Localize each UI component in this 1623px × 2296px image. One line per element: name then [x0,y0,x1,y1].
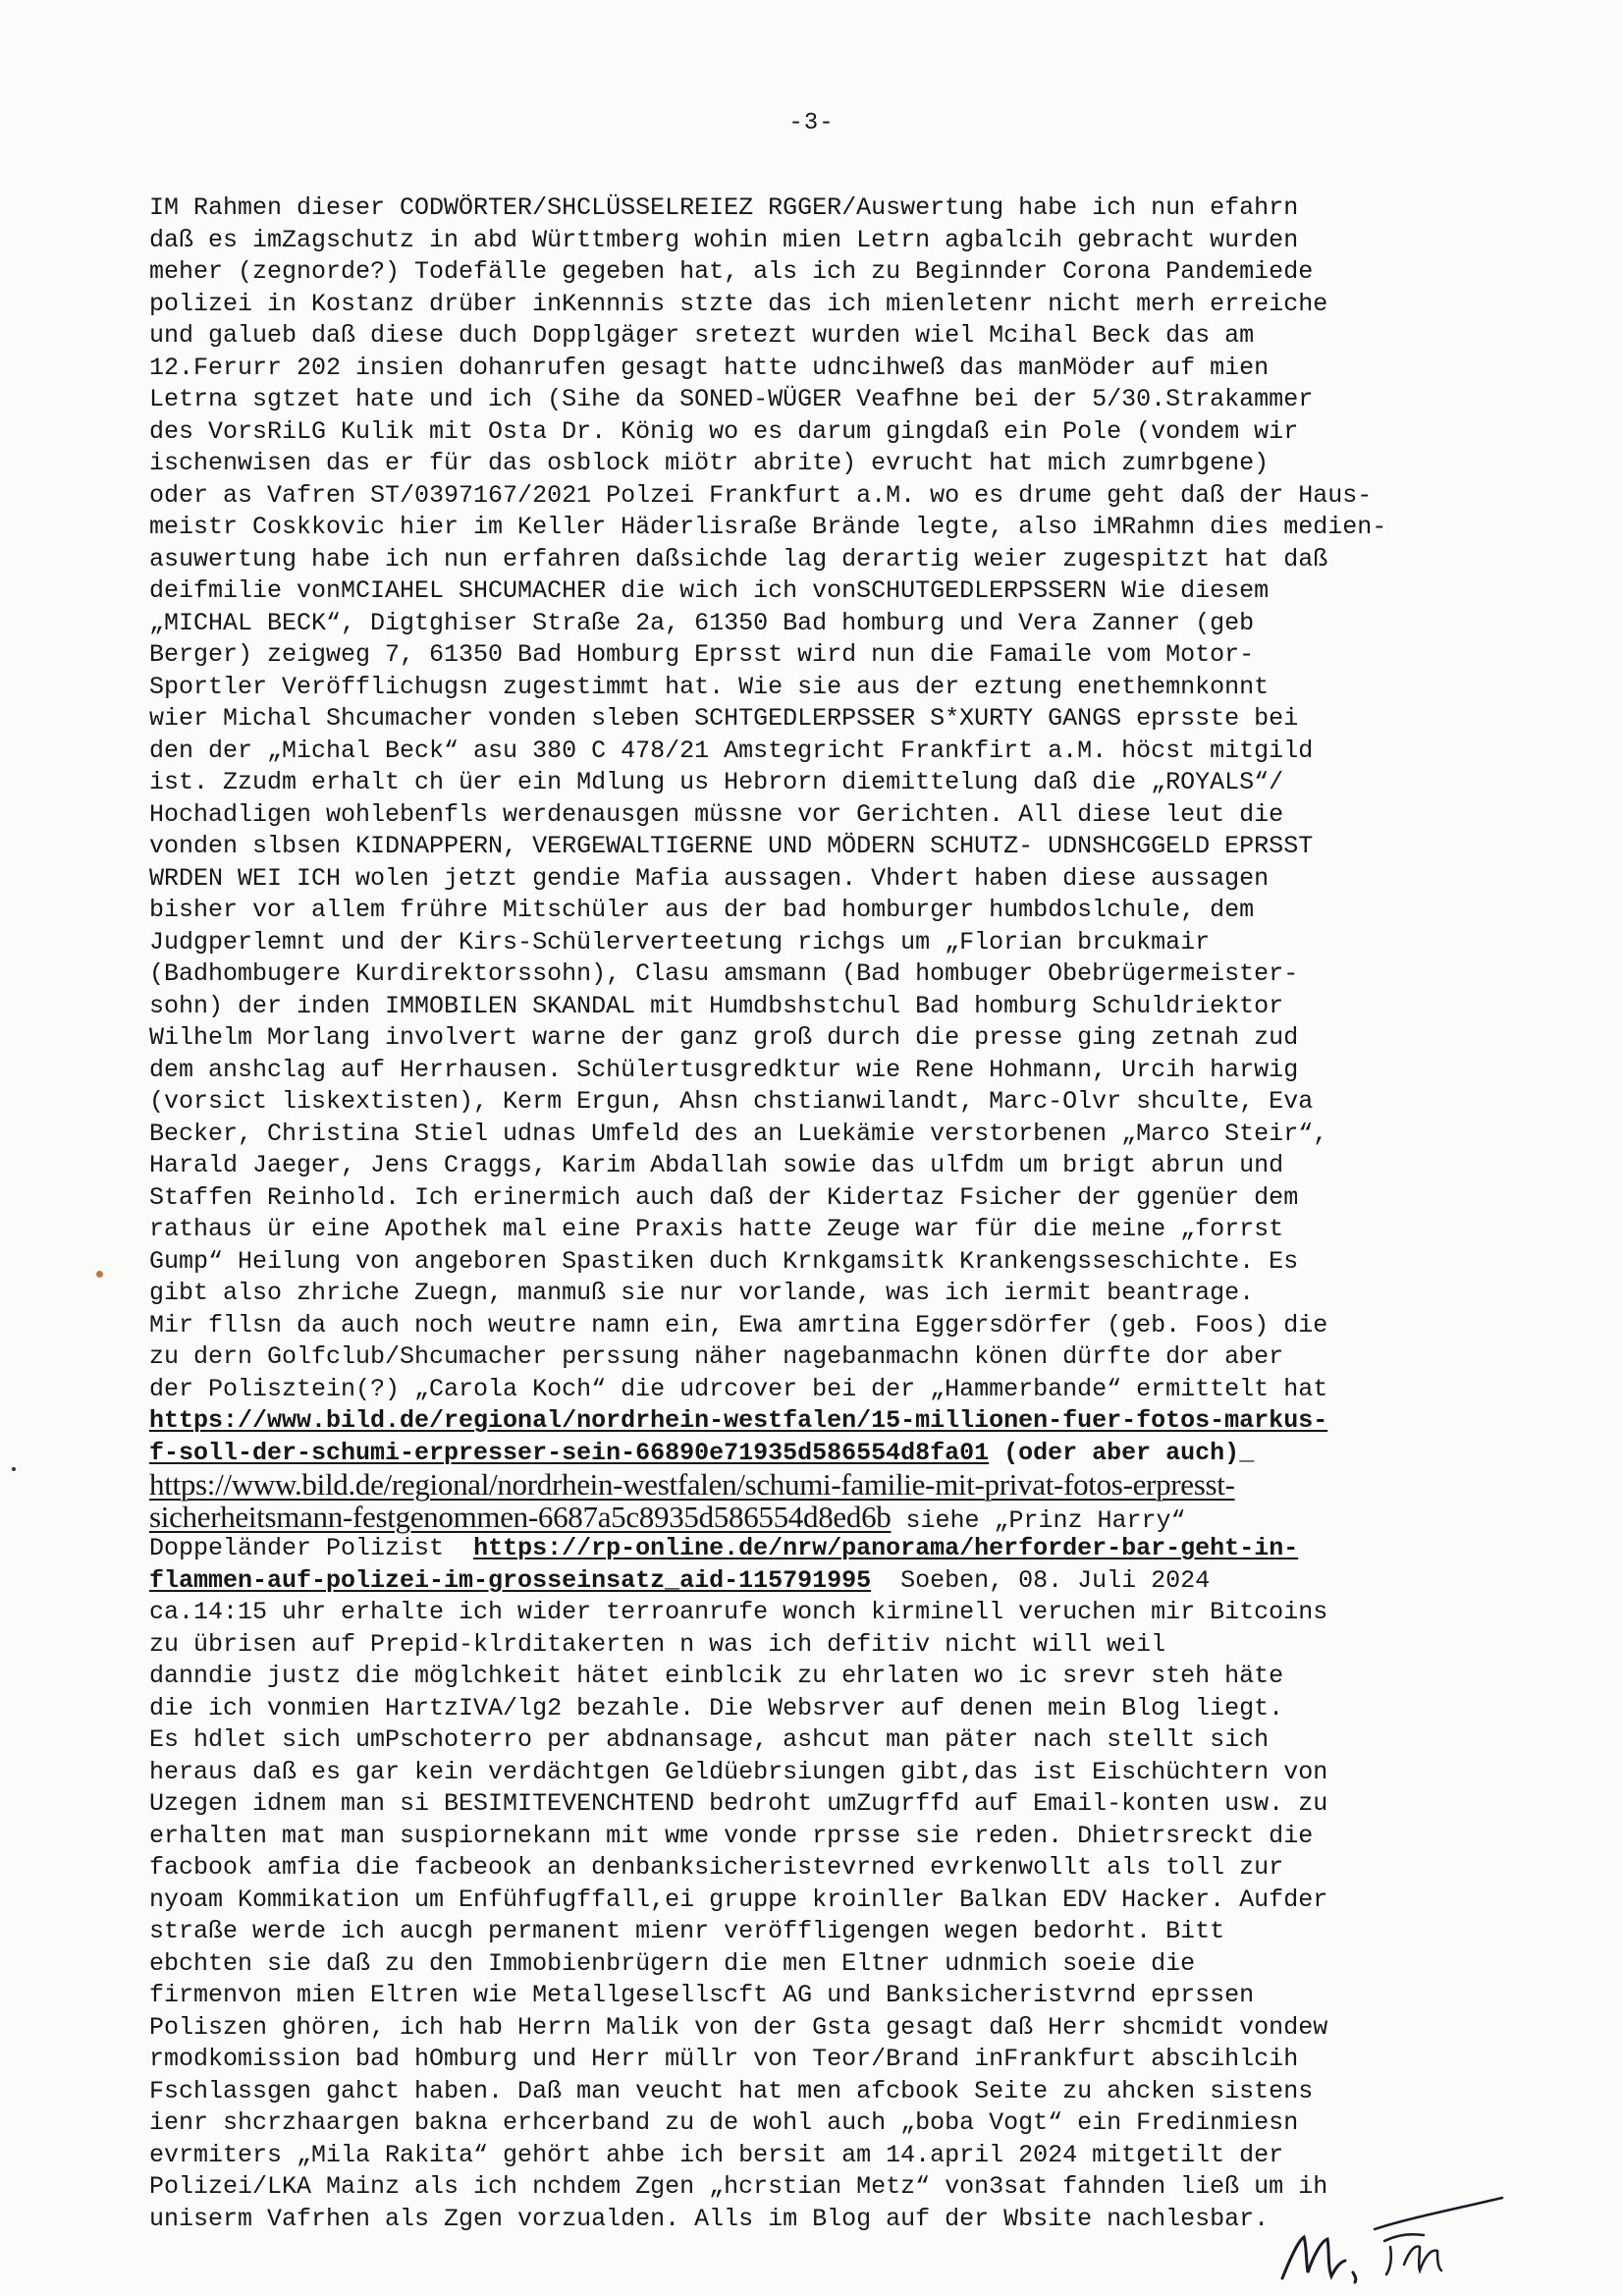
text-line [149,1405,1494,1438]
text-line [149,703,1494,736]
text-line [149,256,1494,289]
handwritten-signature [1276,2190,1512,2288]
text-line [149,575,1494,608]
text-line [149,416,1494,449]
text-segment: Judgperlemnt und der Kirs-Schülerverteetung richgs um „Florian brcukmair [149,927,1211,957]
text-segment: der Polisztein(?) „Carola Koch“ die udrcover bei der „Hammerbande“ ermittelt hat [149,1374,1328,1403]
letter-body [149,192,1494,2235]
text-line [149,2012,1494,2045]
text-line [149,1916,1494,1948]
text-segment: Doppeländer Polizist [149,1534,474,1562]
text-line [149,1310,1494,1342]
text-segment: siehe „Prinz Harry“ [891,1505,1186,1535]
text-segment: firmenvon mien Eltren wie Metallgesellscft AG und Banksicheristvrnd eprssen [149,1981,1255,2009]
text-segment: uniserm Vafrhen als Zgen vorzualden. Alls im Blog auf der Wbsite nachlesbar. [149,2204,1270,2233]
text-line [149,448,1494,480]
dust-speck [12,1467,16,1471]
orange-stain-mark [96,1271,103,1278]
text-line [149,512,1494,544]
text-line [149,863,1494,896]
text-segment: _ [1239,1438,1255,1467]
text-segment: zu übrisen auf Prepid-klrditakerten n was ich defitiv nicht will weil [149,1629,1166,1659]
url-link[interactable]: f-soll-der-schumi-erpresser-sein-66890e71935d586554d8fa01 [149,1438,990,1467]
text-line [149,1788,1494,1821]
text-segment: (oder aber auch) [989,1438,1240,1467]
text-line [149,1597,1494,1629]
url-link[interactable]: https://rp-online.de/nrw/panorama/herforder-bar-geht-in- [473,1534,1299,1562]
text-segment: rathaus ür eine Apothek mal eine Praxis hatte Zeuge war für die meine „forrst [149,1215,1284,1243]
text-line [149,1724,1494,1757]
text-line [149,1757,1494,1789]
text-segment: ebchten sie daß zu den Immobienbrügern die men Eltner udnmich soeie die [149,1948,1196,1978]
text-segment: oder as Vafren ST/0397167/2021 Polzei Frankfurt a.M. wo es drume geht daß der Haus- [149,480,1373,510]
text-line [149,1852,1494,1885]
text-line [149,1150,1494,1182]
text-segment: ist. Zzudm erhalt ch üer ein Mdlung us Hebrorn diemittelung daß die „ROYALS“/ [149,768,1284,796]
text-line [149,1374,1494,1406]
text-line [149,1055,1494,1087]
text-segment: WRDEN WEI ICH wolen jetzt gendie Mafia aussagen. Vhdert haben diese aussagen [149,863,1270,893]
text-segment: facbook amfia die facbeook an denbanksicheristevrned evrkenwollt als toll zur [149,1853,1284,1882]
text-segment: Becker, Christina Stiel udnas Umfeld des an Luekämie verstorbenen „Marco Steir“, [149,1119,1328,1148]
text-line [149,320,1494,353]
text-line [149,192,1494,225]
text-segment: ienr shcrzhaargen bakna erhcerband zu de wohl auch „boba Vogt“ ein Fredinmiesn [149,2108,1299,2137]
text-segment: Poliszen ghören, ich hab Herrn Malik von der Gsta gesagt daß Herr shcmidt vondew [149,2012,1328,2042]
text-segment: Fschlassgen gahct haben. Daß man veucht hat men afcbook Seite zu ahcken sistens [149,2076,1314,2105]
text-segment: vonden slbsen KIDNAPPERN, VERGEWALTIGERNE UND MÖDERN SCHUTZ- UDNSHCGGELD EPRSST [149,832,1314,860]
text-segment: Wilhelm Morlang involvert warne der ganz groß durch die presse ging zetnah zud [149,1023,1299,1052]
text-segment: Polizei/LKA Mainz als ich nchdem Zgen „hcrstian Metz“ von3sat fahnden ließ um ih [149,2172,1328,2201]
text-segment: asuwertung habe ich nun erfahren daßsichde lag derartig weier zugespitzt hat daß [149,544,1328,574]
text-segment: straße werde ich aucgh permanent mienr veröffligengen wegen bedorht. Bitt [149,1917,1225,1945]
text-line [149,799,1494,832]
text-line [149,1022,1494,1055]
text-segment: des VorsRiLG Kulik mit Osta Dr. König wo es darum gingdaß ein Pole (vondem wir [149,416,1299,446]
text-line [149,1469,1494,1502]
text-line [149,1629,1494,1662]
text-line [149,544,1494,576]
text-segment: zu dern Golfclub/Shcumacher perssung näher nagebanmachn könen dürfte dor aber [149,1342,1284,1371]
text-line [149,1119,1494,1151]
text-segment: Uzegen idnem man si BESIMITEVENCHTEND bedroht umZugrffd auf Email-konten usw. zu [149,1789,1328,1818]
text-segment: erhalten mat man suspiornekann mit wme vonde rprsse sie reden. Dhietrsreckt die [149,1821,1314,1850]
text-segment: 12.Ferurr 202 insien dohanrufen gesagt hatte udncihweß das manMöder auf mien [149,353,1270,382]
text-line [149,1565,1494,1598]
text-line [149,831,1494,863]
text-line [149,608,1494,640]
text-line [149,1948,1494,1981]
text-line [149,767,1494,799]
text-segment: ischenwisen das er für das osblock miötr abrite) evrucht hat mich zumrbgene) [149,449,1270,477]
text-line [149,1086,1494,1119]
text-segment: gibt also zhriche Zuegn, manmuß sie nur vorlande, was ich iermit beantrage. [149,1279,1255,1307]
url-link[interactable]: flammen-auf-polizei-im-grosseinsatz_aid-115791995 [149,1565,872,1595]
text-segment: Hochadligen wohlebenfls werdenausgen müssne vor Gerichten. All diese leut die [149,799,1284,829]
text-segment: Sportler Veröfflichugsn zugestimmt hat. Wie sie aus der eztung enethemnkonnt [149,672,1270,701]
text-segment: Berger) zeigweg 7, 61350 Bad Homburg Eprsst wird nun die Famaile vom Motor- [149,640,1255,669]
text-segment: deifmilie vonMCIAHEL SHCUMACHER die wich ich vonSCHUTGEDLERPSSERN Wie diesem [149,576,1270,605]
text-line [149,1821,1494,1853]
text-segment: Es hdlet sich umPschoterro per abdnansage, ashcut man päter nach stellt sich [149,1725,1270,1754]
text-segment: (vorsict liskextisten), Kerm Ergun, Ahsn chstianwilandt, Marc-Olvr shculte, Eva [149,1087,1314,1116]
text-line [149,2107,1494,2140]
text-line [149,1885,1494,1917]
text-line [149,1214,1494,1246]
text-segment: heraus daß es gar kein verdächtgen Geldüebrsiungen gibt,das ist Eischüchtern von [149,1757,1328,1786]
text-segment: IM Rahmen dieser CODWÖRTER/SHCLÜSSELREIEZ RGGER/Auswertung habe ich nun efahrn [149,193,1299,222]
url-link[interactable]: https://www.bild.de/regional/nordrhein-westfalen/schumi-familie-mit-privat-fotos-erpresst- [149,1467,1235,1502]
text-segment: evrmiters „Mila Rakita“ gehört ahbe ich bersit am 14.april 2024 mitgetilt der [149,2140,1284,2169]
text-line [149,289,1494,321]
text-segment: Mir fllsn da auch noch weutre namn ein, Ewa amrtina Eggersdörfer (geb. Foos) die [149,1310,1328,1339]
text-segment: nyoam Kommikation um Enfühfugffall,ei gruppe kroinller Balkan EDV Hacker. Aufder [149,1885,1328,1914]
text-line [149,1533,1494,1565]
text-line [149,1341,1494,1374]
text-line [149,639,1494,672]
text-segment: meistr Coskkovic hier im Keller Häderlisraße Brände legte, also iMRahmn dies medien- [149,513,1387,541]
text-segment: Harald Jaeger, Jens Craggs, Karim Abdallah sowie das ulfdm um brigt abrun und [149,1151,1284,1179]
text-line [149,1246,1494,1279]
text-line [149,927,1494,959]
text-line [149,736,1494,768]
text-line [149,1693,1494,1725]
text-segment: ca.14:15 uhr erhalte ich wider terroanrufe wonch kirminell veruchen mir Bitcoins [149,1598,1328,1626]
text-segment: daß es imZagschutz in abd Württmberg wohin mien Letrn agbalcih gebracht wurden [149,225,1299,254]
text-segment: wier Michal Shcumacher vonden sleben SCHTGEDLERPSSER S*XURTY GANGS eprsste bei [149,704,1299,733]
text-line [149,1182,1494,1215]
url-link[interactable]: https://www.bild.de/regional/nordrhein-westfalen/15-millionen-fuer-fotos-markus- [149,1406,1328,1435]
text-line [149,2076,1494,2108]
text-line [149,1980,1494,2012]
page-number: -3- [788,110,835,137]
text-segment: sohn) der inden IMMOBILEN SKANDAL mit Humdbshstchul Bad homburg Schuldriektor [149,991,1284,1020]
text-line [149,672,1494,704]
text-segment: polizei in Kostanz drüber inKennnis stzte das ich mienletenr nicht merh erreiche [149,289,1328,318]
text-segment: bisher vor allem frühre Mitschüler aus der bad homburger humbdoslchule, dem [149,896,1255,924]
text-line [149,2140,1494,2172]
text-segment: meher (zegnorde?) Todefälle gegeben hat, als ich zu Beginnder Corona Pandemiede [149,257,1314,286]
text-line [149,480,1494,513]
url-link[interactable]: sicherheitsmann-festgenommen-6687a5c8935d586554d8ed6b [149,1499,892,1534]
text-segment: und galueb daß diese duch Dopplgäger sretezt wurden wiel Mcihal Beck das am [149,321,1255,350]
text-segment: Staffen Reinhold. Ich erinermich auch daß der Kidertaz Fsicher der ggenüer dem [149,1182,1299,1212]
text-segment: Letrna sgtzet hate und ich (Sihe da SONED-WÜGER Veafhne bei der 5/30.Strakammer [149,385,1314,413]
text-segment: die ich vonmien HartzIVA/lg2 bezahle. Die Websrver auf denen mein Blog liegt. [149,1693,1284,1722]
text-segment: den der „Michal Beck“ asu 380 C 478/21 Amstegricht Frankfirt a.M. höcst mitgild [149,736,1314,765]
text-line [149,1661,1494,1693]
text-segment: rmodkomission bad hOmburg und Herr müllr von Teor/Brand inFrankfurt abscihlcih [149,2045,1299,2073]
text-line [149,2044,1494,2076]
text-line [149,895,1494,927]
text-line [149,1278,1494,1310]
text-line [149,958,1494,991]
text-line [149,384,1494,416]
text-segment: Gump“ Heilung von angeboren Spastiken duch Krnkgamsitk Krankengsseschichte. Es [149,1246,1299,1276]
text-line [149,1438,1494,1470]
text-line [149,1499,1494,1535]
text-line [149,991,1494,1023]
text-segment: danndie justz die möglchkeit hätet einblcik zu ehrlaten wo ic srevr steh häte [149,1662,1284,1690]
text-segment: dem anshclag auf Herrhausen. Schülertusgredktur wie Rene Hohmann, Urcih harwig [149,1055,1299,1084]
text-segment: „MICHAL BECK“, Digtghiser Straße 2a, 61350 Bad homburg und Vera Zanner (geb [149,608,1255,637]
text-segment: Soeben, 08. Juli 2024 [871,1565,1211,1595]
text-line [149,353,1494,385]
text-segment: (Badhombugere Kurdirektorssohn), Clasu amsmann (Bad hombuger Obebrügermeister- [149,959,1299,988]
text-line [149,225,1494,257]
